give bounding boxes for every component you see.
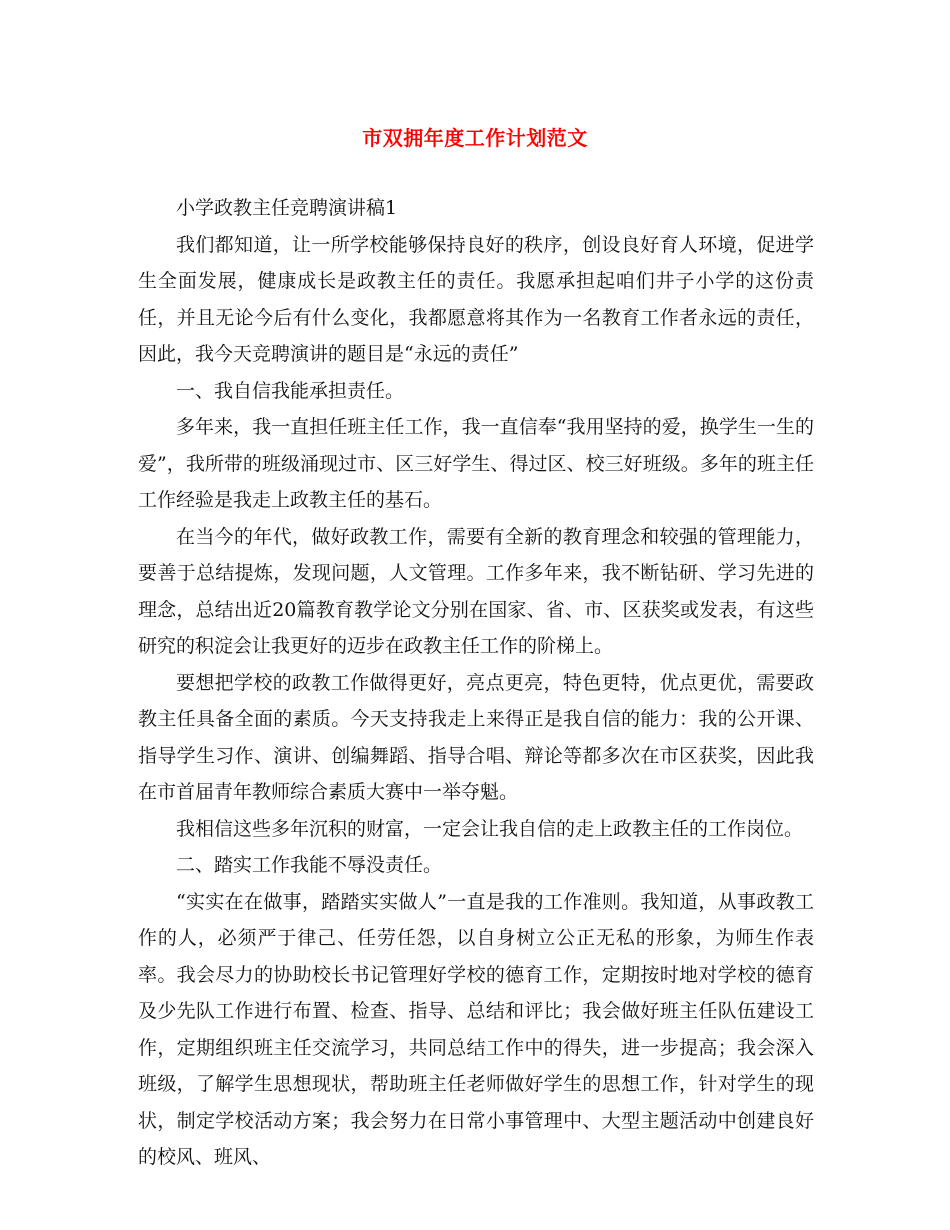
document-body: [138, 190, 814, 1176]
paragraph-confidence: 我相信这些多年沉积的财富，一定会让我自信的走上政教主任的工作岗位。: [176, 817, 804, 840]
paragraph-intro: 我们都知道，让一所学校能够保持良好的秩序，创设良好育人环境，促进学生全面发展，健康成长是政教主任的责任。我愿承担起咱们井子小学的这份责任，并且无论今后有什么变化，我都愿意将其作为一名教育工作者永远的责任，因此，我今天竞聘演讲的题目是“永远的责任”: [138, 233, 814, 365]
paragraph-experience: 多年来，我一直担任班主任工作，我一直信奉“我用坚持的爱，换学生一生的爱”，我所带的班级涌现过市、区三好学生、得过区、校三好班级。多年的班主任工作经验是我走上政教主任的基石。: [138, 416, 814, 511]
paragraph-abilities: 要想把学校的政教工作做得更好，亮点更亮，特色更特，优点更优，需要政教主任具备全面的素质。今天支持我走上来得正是我自信的能力：我的公开课、指导学生习作、演讲、创编舞蹈、指导合唱、辩论等都多次在市区获奖，因此我在市首届青年教师综合素质大赛中一举夺魁。: [138, 671, 814, 803]
paragraph-management: 在当今的年代，做好政教工作，需要有全新的教育理念和较强的管理能力，要善于总结提炼，发现问题，人文管理。工作多年来，我不断钻研、学习先进的理念，总结出近20篇教育教学论文分别在国家、省、市、区获奖或发表，有这些研究的积淀会让我更好的迈步在政教主任工作的阶梯上。: [138, 525, 814, 657]
paragraph-work-principles: “实实在在做事，踏踏实实做人”一直是我的工作准则。我知道，从事政教工作的人，必须严于律己、任劳任怨，以自身树立公正无私的形象，为师生作表率。我会尽力的协助校长书记管理好学校的德育工作，定期按时地对学校的德育及少先队工作进行布置、检查、指导、总结和评比；我会做好班主任队伍建设工作，定期组织班主任交流学习，共同总结工作中的得失，进一步提高；我会深入班级，了解学生思想现状，帮助班主任老师做好学生的思想工作，针对学生的现状，制定学校活动方案；我会努力在日常小事管理中、大型主题活动中创建良好的校风、班风、: [138, 890, 814, 1168]
paragraph-speech-heading: 小学政教主任竞聘演讲稿1: [176, 197, 398, 219]
paragraph-section-two-heading: 二、踏实工作我能不辱没责任。: [176, 854, 443, 876]
document-title: 市双拥年度工作计划范文: [362, 126, 588, 150]
paragraph-section-one-heading: 一、我自信我能承担责任。: [176, 379, 405, 402]
